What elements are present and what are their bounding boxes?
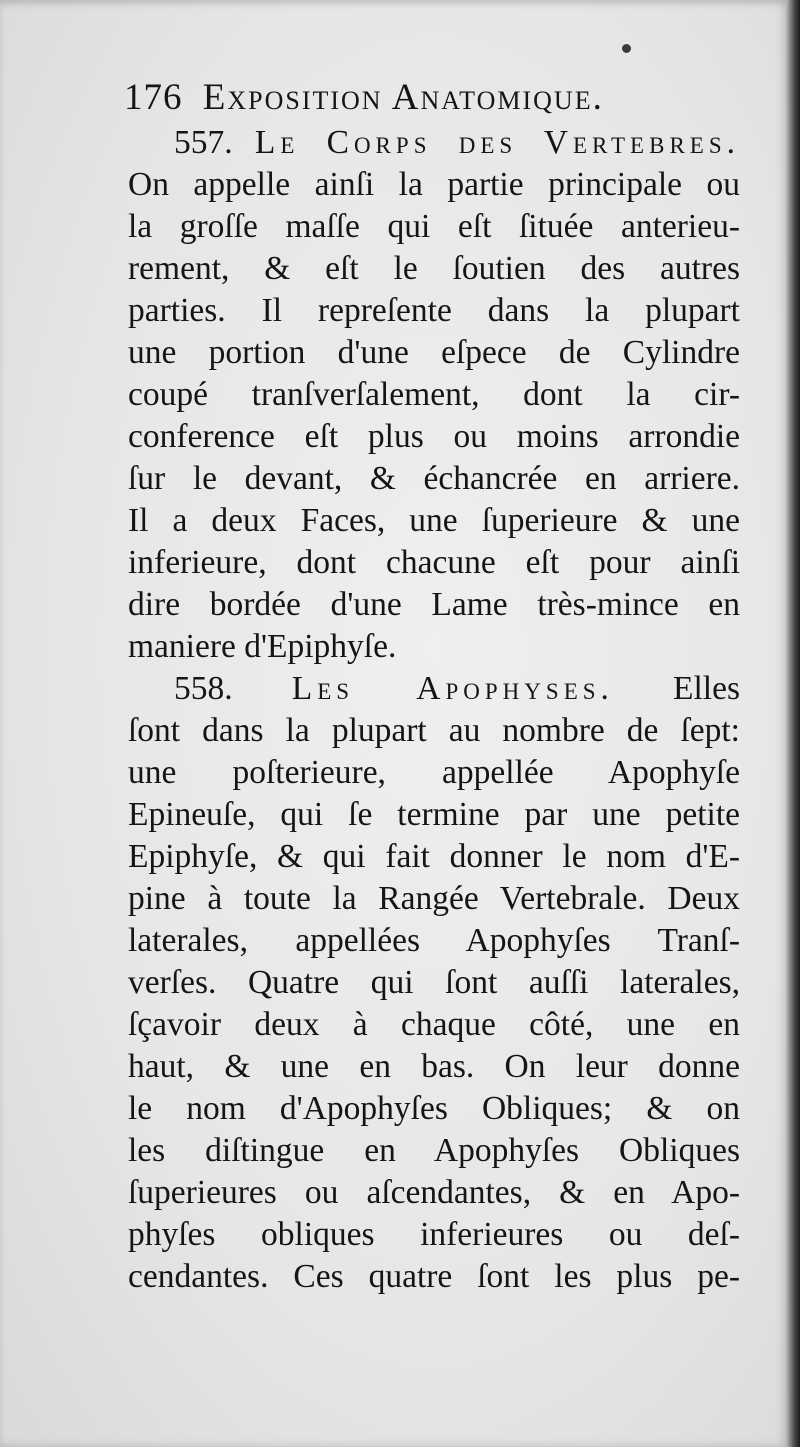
running-title: Exposition Anatomique. bbox=[202, 77, 604, 118]
text-line: dire bordée d'une Lame très-mince en bbox=[128, 586, 740, 623]
text-line: Epiphyſe, & qui fait donner le nom d'E- bbox=[128, 838, 740, 875]
text-line: ſuperieures ou aſcendantes, & en Apo- bbox=[128, 1174, 740, 1211]
text-line: coupé tranſverſalement, dont la cir- bbox=[128, 376, 740, 413]
text-line: les diſtingue en Apophyſes Obliques bbox=[128, 1132, 740, 1169]
text-line: rement, & eſt le ſoutien des autres bbox=[128, 250, 740, 287]
page-body bbox=[128, 122, 740, 1298]
text-line: inferieure, dont chacune eſt pour ainſi bbox=[128, 544, 740, 581]
text-line: Epineuſe, qui ſe termine par une petite bbox=[128, 796, 740, 833]
text-line: la groſſe maſſe qui eſt ſituée anterieu- bbox=[128, 208, 740, 245]
text-line: verſes. Quatre qui ſont auſſi laterales, bbox=[128, 964, 740, 1001]
section-heading: Les Apophyses. bbox=[291, 670, 614, 707]
paragraph-558-heading-line bbox=[128, 668, 740, 710]
heading-line-text: Elles bbox=[673, 670, 741, 707]
text-line: parties. Il repreſente dans la plupart bbox=[128, 292, 740, 329]
paragraph-number: 558. bbox=[174, 670, 233, 707]
text-line: haut, & une en bas. On leur donne bbox=[128, 1048, 740, 1085]
text-line: ſçavoir deux à chaque côté, une en bbox=[128, 1006, 740, 1043]
page-header bbox=[124, 76, 684, 119]
text-line: On appelle ainſi la partie principale ou bbox=[128, 166, 740, 203]
text-line: une portion d'une eſpece de Cylindre bbox=[128, 334, 740, 371]
text-line: Il a deux Faces, une ſuperieure & une bbox=[128, 502, 740, 539]
text-line: phyſes obliques inferieures ou deſ- bbox=[128, 1216, 740, 1253]
page-edge-shadow bbox=[786, 0, 800, 1447]
text-line: ſur le devant, & échancrée en arriere. bbox=[128, 460, 740, 497]
text-line: ſont dans la plupart au nombre de ſept: bbox=[128, 712, 740, 749]
text-line: cendantes. Ces quatre ſont les plus pe- bbox=[128, 1258, 740, 1295]
text-line: le nom d'Apophyſes Obliques; & on bbox=[128, 1090, 740, 1127]
paragraph-number: 557. bbox=[174, 124, 233, 161]
text-line: maniere d'Epiphyſe. bbox=[128, 628, 397, 665]
section-heading: Le Corps des Vertebres. bbox=[254, 124, 740, 161]
ink-spot bbox=[622, 44, 631, 53]
page-number: 176 bbox=[124, 77, 183, 118]
text-line: une poſterieure, appellée Apophyſe bbox=[128, 754, 740, 791]
text-line: pine à toute la Rangée Vertebrale. Deux bbox=[128, 880, 740, 917]
paragraph-557-heading-line bbox=[128, 122, 740, 164]
text-line: laterales, appellées Apophyſes Tranſ- bbox=[128, 922, 740, 959]
text-line: conference eſt plus ou moins arrondie bbox=[128, 418, 740, 455]
